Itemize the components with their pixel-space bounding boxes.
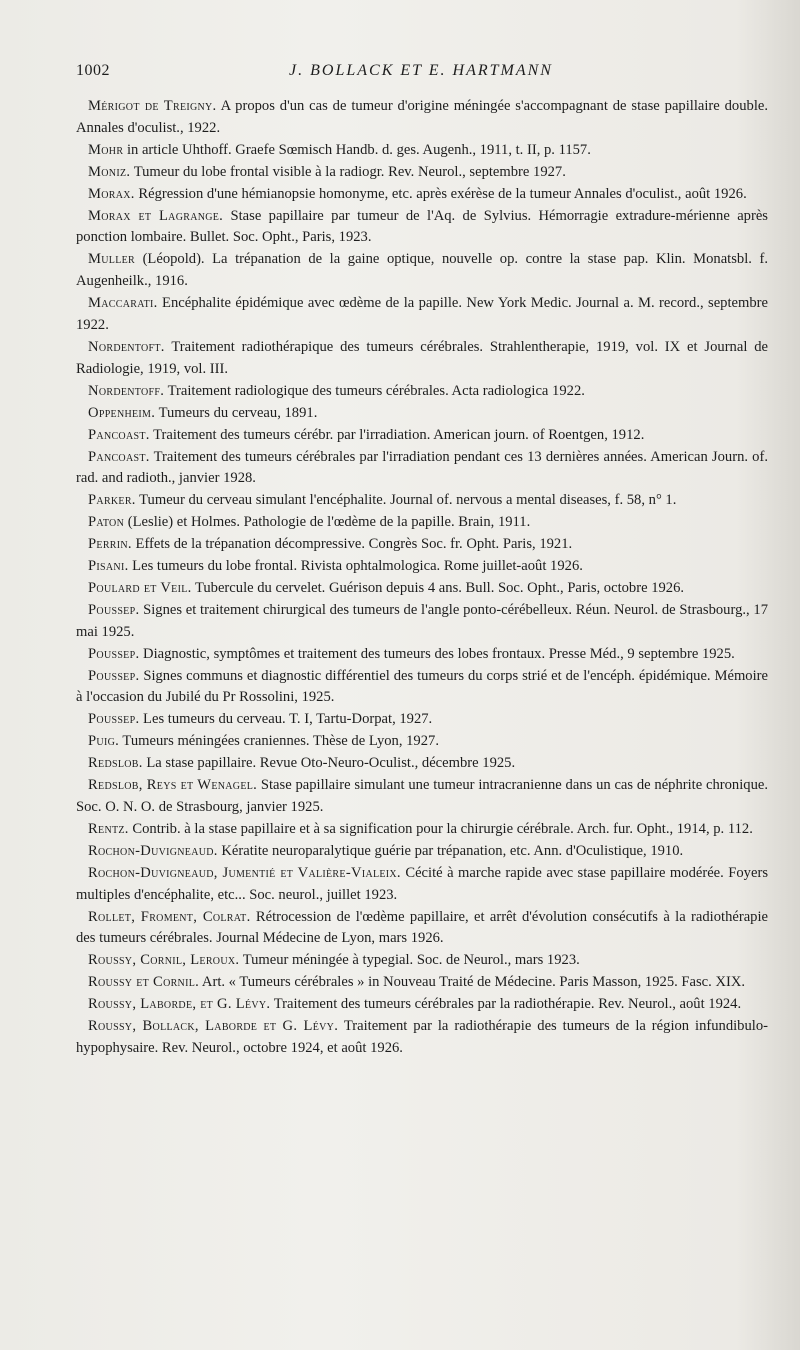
entry-text: Tumeur méningée à typegial. Soc. de Neurol., mars 1923. [239, 952, 580, 969]
entry-author: Morax. [88, 185, 135, 202]
entry-text: Cécité à marche rapide avec stase papillaire modérée. Foyers multiples d'encéphalite, etc... Soc. neurol., juillet 1923. [76, 864, 768, 903]
bibliography-entry [76, 425, 768, 447]
bibliography-entry [76, 184, 768, 206]
bibliography-entry [76, 96, 768, 140]
bibliography-entry [76, 644, 768, 666]
bibliography-entry [76, 819, 768, 841]
entry-text: Les tumeurs du cerveau. T. I, Tartu-Dorpat, 1927. [139, 711, 433, 728]
bibliography-entry [76, 447, 768, 491]
entry-text: (Léopold). La trépanation de la gaine optique, nouvelle op. contre la stase pap. Klin. Monatsbl. f. Augenheilk., 1916. [76, 251, 768, 290]
entry-text: Effets de la trépanation décompressive. Congrès Soc. fr. Opht. Paris, 1921. [131, 536, 573, 553]
entry-author: Nordentoft. [88, 338, 165, 355]
bibliography-list [76, 96, 768, 1060]
entry-text: Tumeur du cerveau simulant l'encéphalite. Journal of. nervous a mental diseases, f. 58, n° 1. [135, 492, 677, 509]
bibliography-entry [76, 381, 768, 403]
entry-author: Roussy, Cornil, Leroux. [88, 952, 240, 969]
entry-text: Tumeurs du cerveau, 1891. [155, 404, 318, 421]
entry-author: Rollet, Froment, Colrat. [88, 908, 251, 925]
entry-text: Kératite neuroparalytique guérie par trépanation, etc. Ann. d'Oculistique, 1910. [217, 842, 684, 859]
entry-text: Rétrocession de l'œdème papillaire, et arrêt d'évolution consécutifs à la radiothérapie des tumeurs cérébrales. Journal Médecine de Lyon, mars 1926. [76, 908, 769, 947]
bibliography-entry [76, 841, 768, 863]
bibliography-entry [76, 578, 768, 600]
entry-text: La stase papillaire. Revue Oto-Neuro-Oculist., décembre 1925. [142, 755, 516, 772]
bibliography-entry [76, 206, 768, 250]
entry-author: Maccarati. [88, 295, 158, 312]
entry-author: Moniz. [88, 163, 131, 180]
entry-text: Traitement par la radiothérapie des tumeurs de la région infundibulo-hypophysaire. Rev. Neurol., octobre 1924, et août 1926. [76, 1018, 768, 1056]
entry-author: Oppenheim. [88, 404, 156, 421]
page-header [76, 62, 766, 86]
entry-author: Paton [88, 514, 125, 531]
bibliography-entry [76, 972, 768, 994]
entry-text: Signes et traitement chirurgical des tumeurs de l'angle ponto-cérébelleux. Réun. Neurol. de Strasbourg., 17 mai 1925. [76, 601, 768, 640]
bibliography-entry [76, 534, 768, 556]
entry-author: Nordentoff. [88, 382, 165, 399]
entry-text: Tumeur du lobe frontal visible à la radiogr. Rev. Neurol., septembre 1927. [130, 163, 566, 180]
entry-author: Mérigot de Treigny. [88, 98, 217, 114]
entry-author: Roussy, Laborde, et G. Lévy. [88, 996, 271, 1013]
entry-text: Art. « Tumeurs cérébrales » in Nouveau Traité de Médecine. Paris Masson, 1925. Fasc. XIX. [199, 974, 746, 991]
entry-author: Perrin. [88, 536, 132, 553]
bibliography-entry [76, 556, 768, 578]
bibliography-entry [76, 337, 768, 381]
bibliography-entry [76, 140, 768, 162]
bibliography-entry [76, 753, 768, 775]
entry-author: Puig. [88, 733, 120, 750]
entry-author: Poussep. [88, 711, 140, 728]
bibliography-entry [76, 775, 768, 819]
bibliography-entry [76, 950, 768, 972]
entry-text: Diagnostic, symptômes et traitement des tumeurs des lobes frontaux. Presse Méd., 9 septembre 1925. [139, 645, 735, 662]
entry-author: Mohr [88, 141, 124, 158]
bibliography-entry [76, 907, 768, 951]
entry-text: Stase papillaire par tumeur de l'Aq. de Sylvius. Hémorragie extradure-mérienne après ponction lombaire. Bullet. Soc. Opht., Paris, 1923. [76, 207, 768, 246]
entry-text: Tumeurs méningées craniennes. Thèse de Lyon, 1927. [119, 733, 439, 750]
bibliography-entry [76, 249, 768, 293]
entry-author: Roussy, Bollack, Laborde et G. Lévy. [88, 1018, 339, 1035]
bibliography-entry [76, 600, 768, 644]
bibliography-entry [76, 709, 768, 731]
entry-author: Redslob. [88, 755, 143, 772]
entry-author: Roussy et Cornil. [88, 974, 200, 991]
bibliography-entry [76, 293, 768, 337]
bibliography-entry [76, 403, 768, 425]
entry-text: A propos d'un cas de tumeur d'origine méningée s'accompagnant de stase papillaire double. Annales d'oculist., 1922. [76, 98, 768, 136]
entry-text: Traitement des tumeurs cérébrales par la radiothérapie. Rev. Neurol., août 1924. [270, 996, 742, 1013]
entry-author: Poussep. [88, 645, 140, 662]
entry-text: Tubercule du cervelet. Guérison depuis 4 ans. Bull. Soc. Opht., Paris, octobre 1926. [191, 579, 685, 596]
entry-text: Traitement radiologique des tumeurs cérébrales. Acta radiologica 1922. [164, 382, 585, 399]
bibliography-entry [76, 1016, 768, 1060]
entry-text: (Leslie) et Holmes. Pathologie de l'œdème de la papille. Brain, 1911. [124, 514, 531, 531]
bibliography-entry [76, 863, 768, 907]
bibliography-entry [76, 490, 768, 512]
entry-author: Rentz. [88, 820, 129, 837]
entry-author: Redslob, Reys et Wenagel. [88, 777, 258, 794]
entry-text: Les tumeurs du lobe frontal. Rivista ophtalmologica. Rome juillet-août 1926. [128, 558, 583, 575]
bibliography-entry [76, 162, 768, 184]
entry-author: Rochon-Duvigneaud. [88, 842, 218, 859]
entry-text: Traitement des tumeurs cérébr. par l'irradiation. American journ. of Roentgen, 1912. [149, 426, 645, 443]
entry-text: in article Uhthoff. Graefe Sœmisch Handb. d. ges. Augenh., 1911, t. II, p. 1157. [123, 141, 591, 158]
entry-author: Morax et Lagrange. [88, 207, 224, 224]
entry-author: Rochon-Duvigneaud, Jumentié et Valière-Vialeix. [88, 864, 401, 881]
entry-text: Stase papillaire simulant une tumeur intracranienne dans un cas de néphrite chronique. Soc. O. N. O. de Strasbourg, janvier 1925. [76, 777, 768, 815]
entry-author: Pancoast. [88, 426, 150, 443]
entry-author: Poussep. [88, 667, 140, 684]
entry-text: Traitement des tumeurs cérébrales par l'irradiation pendant ces 13 dernières années. American Journ. of. rad. and radioth., janvier 1928. [76, 448, 768, 487]
running-head: J. BOLLACK ET E. HARTMANN [289, 62, 553, 79]
bibliography-entry [76, 731, 768, 753]
entry-author: Muller [88, 251, 135, 268]
entry-author: Parker. [88, 492, 136, 509]
bibliography-entry [76, 994, 768, 1016]
entry-author: Poussep. [88, 601, 140, 618]
entry-author: Poulard et Veil. [88, 579, 192, 596]
bibliography-entry [76, 512, 768, 534]
entry-text: Signes communs et diagnostic différentiel des tumeurs du corps strié et de l'encéph. épidémique. Mémoire à l'occasion du Jubilé du Pr Rossolini, 1925. [76, 667, 768, 706]
bibliography-entry [76, 666, 768, 710]
page-number: 1002 [76, 62, 110, 79]
entry-author: Pancoast. [88, 448, 150, 465]
entry-text: Contrib. à la stase papillaire et à sa signification pour la chirurgie cérébrale. Arch. fur. Opht., 1914, p. 112. [128, 820, 753, 837]
entry-author: Pisani. [88, 558, 129, 575]
entry-text: Traitement radiothérapique des tumeurs cérébrales. Strahlentherapie, 1919, vol. IX et Journal de Radiologie, 1919, vol. III. [76, 338, 768, 377]
entry-text: Encéphalite épidémique avec œdème de la papille. New York Medic. Journal a. M. record., septembre 1922. [76, 295, 768, 334]
entry-text: Régression d'une hémianopsie homonyme, etc. après exérèse de la tumeur Annales d'oculist., août 1926. [134, 185, 747, 202]
